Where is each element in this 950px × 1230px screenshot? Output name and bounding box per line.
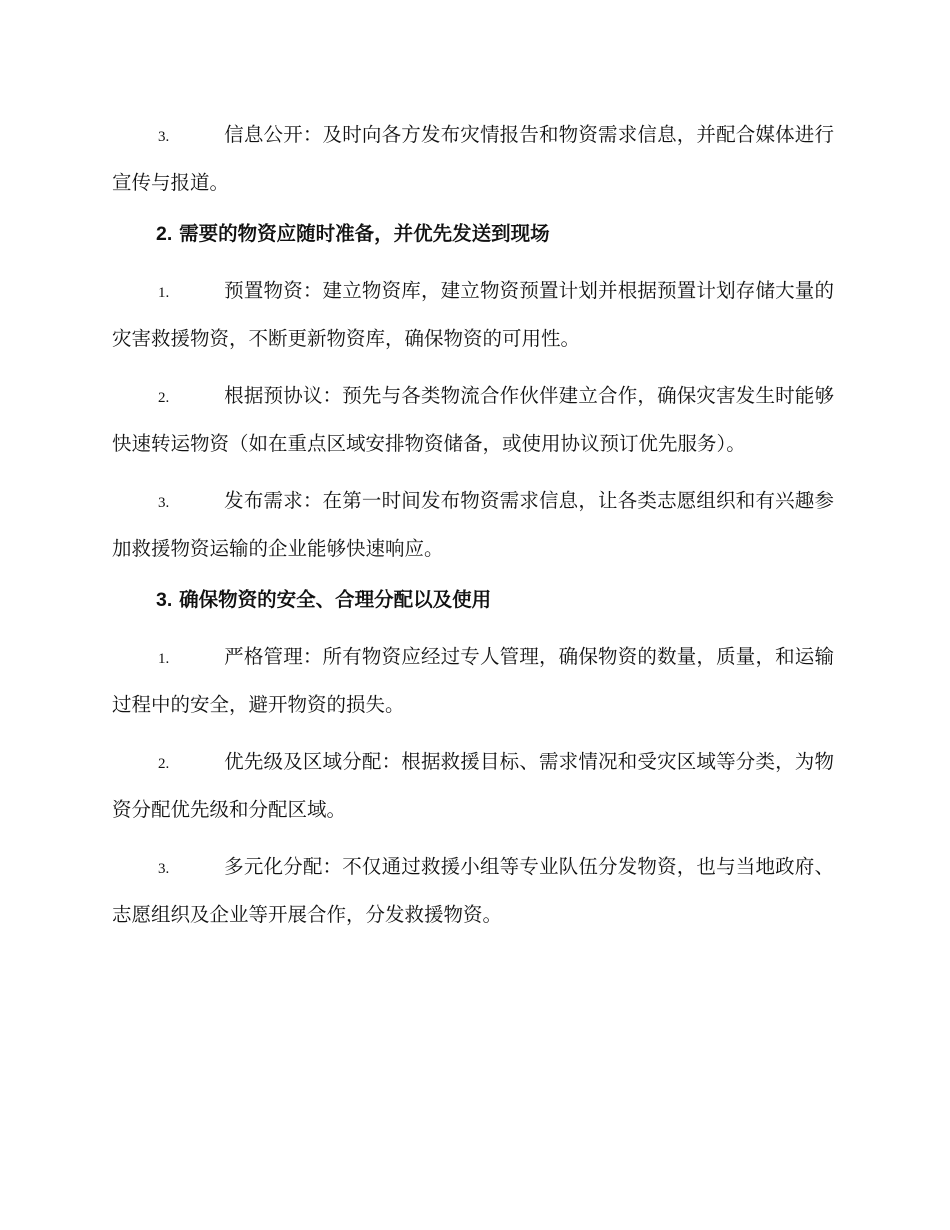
list-item [112, 844, 834, 937]
list-item [112, 373, 834, 466]
list-item-number: 3. [158, 129, 170, 145]
document-body [112, 112, 834, 949]
list-item-text: 信息公开：及时向各方发布灾情报告和物资需求信息，并配合媒体进行宣传与报道。 [112, 123, 834, 194]
section-heading [112, 588, 834, 612]
list-item-number: 1. [158, 651, 170, 667]
list-item-number: 1. [158, 285, 170, 301]
list-item [112, 478, 834, 571]
list-item-number: 2. [158, 756, 170, 772]
section-heading [112, 222, 834, 246]
list-item-number: 3. [158, 495, 170, 511]
list-item-number: 2. [158, 390, 170, 406]
list-item [112, 268, 834, 361]
section-heading-text: 确保物资的安全、合理分配以及使用 [179, 588, 492, 611]
section-heading-number: 3. [156, 589, 173, 611]
list-item-text: 发布需求：在第一时间发布物资需求信息，让各类志愿组织和有兴趣参加救援物资运输的企业能够快速响应。 [112, 489, 834, 560]
list-item-text: 根据预协议：预先与各类物流合作伙伴建立合作，确保灾害发生时能够快速转运物资（如在重点区域安排物资储备，或使用协议预订优先服务）。 [112, 384, 834, 455]
list-item-text: 优先级及区域分配：根据救援目标、需求情况和受灾区域等分类，为物资分配优先级和分配区域。 [112, 750, 834, 821]
list-item-text: 多元化分配：不仅通过救援小组等专业队伍分发物资，也与当地政府、志愿组织及企业等开展合作，分发救援物资。 [112, 855, 834, 926]
section-heading-text: 需要的物资应随时准备，并优先发送到现场 [179, 222, 550, 245]
list-item [112, 634, 834, 727]
section-heading-number: 2. [156, 223, 173, 245]
list-item [112, 739, 834, 832]
list-item-text: 严格管理：所有物资应经过专人管理，确保物资的数量，质量，和运输过程中的安全，避开物资的损失。 [112, 645, 834, 716]
list-item-text: 预置物资：建立物资库，建立物资预置计划并根据预置计划存储大量的灾害救援物资，不断更新物资库，确保物资的可用性。 [112, 279, 834, 350]
list-item [112, 112, 834, 205]
list-item-number: 3. [158, 861, 170, 877]
